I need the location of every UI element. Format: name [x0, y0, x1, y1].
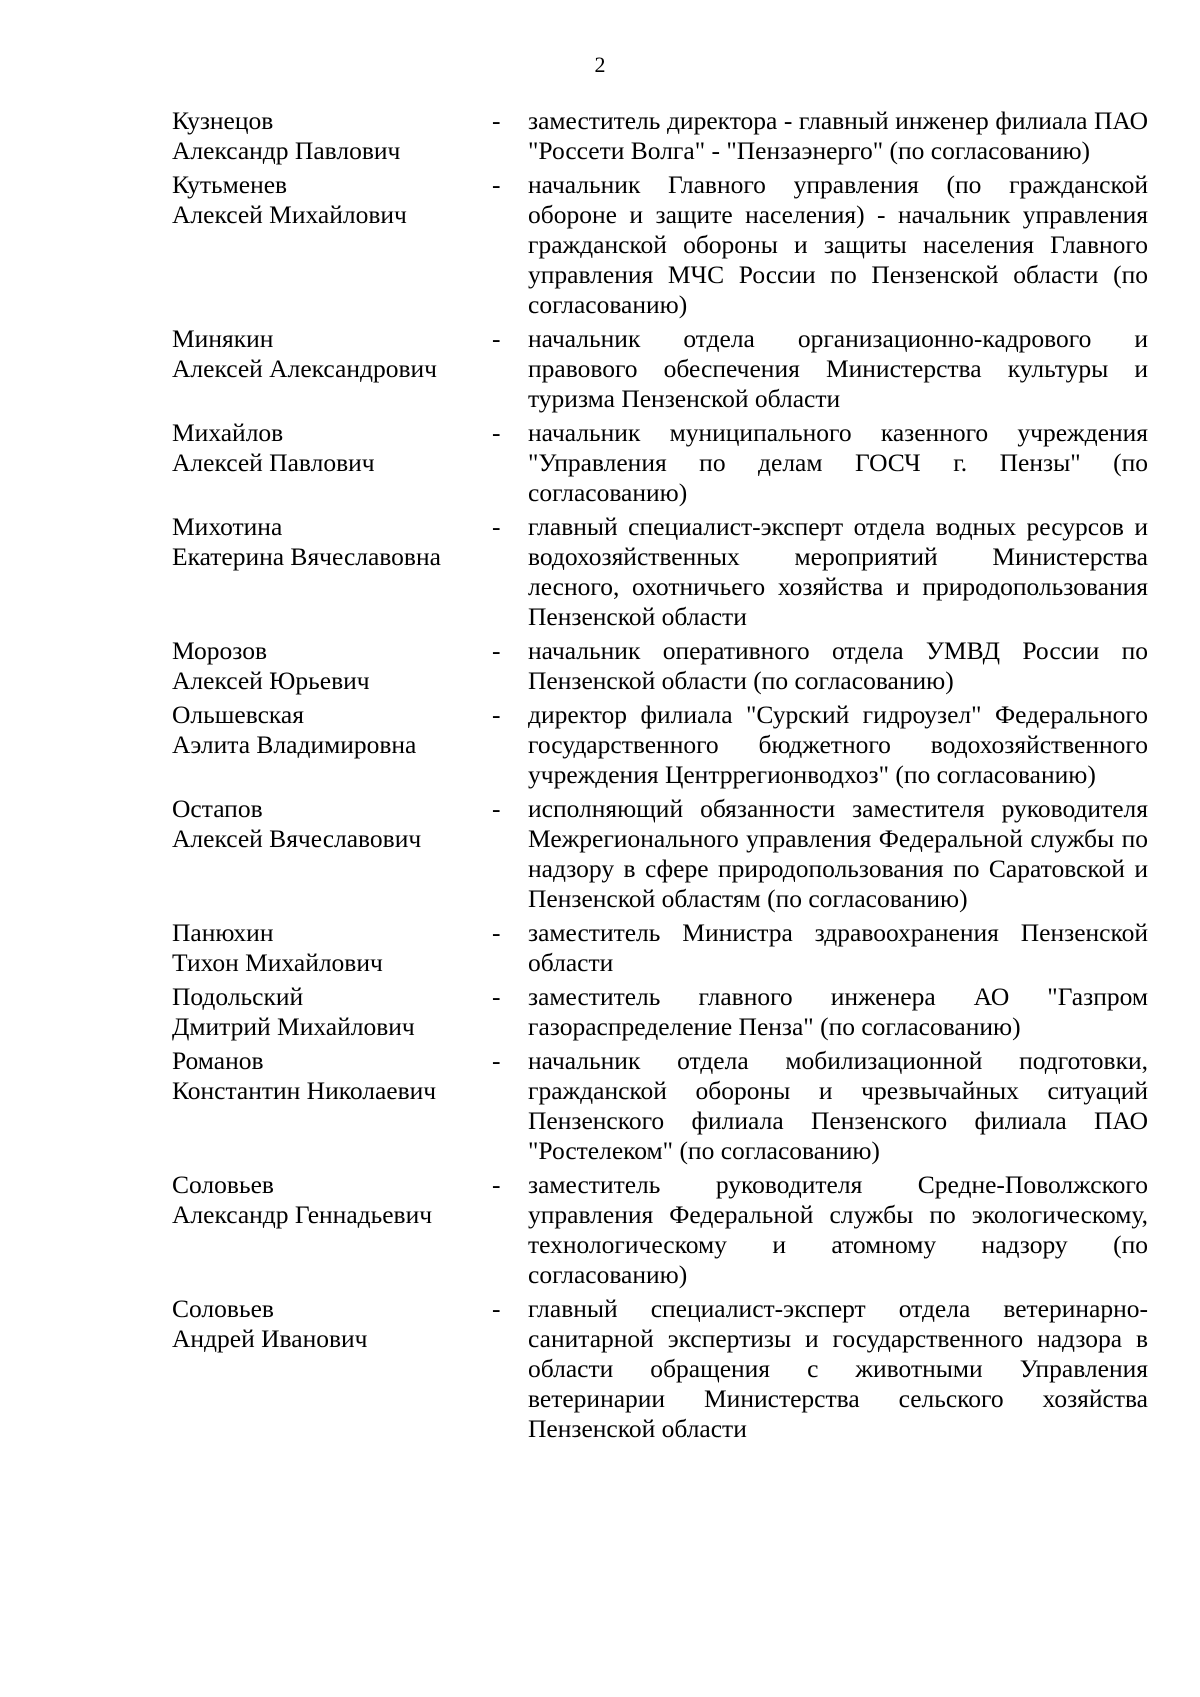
member-surname: Михотина — [172, 512, 283, 541]
member-row — [172, 700, 1148, 790]
member-name — [172, 1046, 492, 1106]
member-position: начальник Главного управления (по гражданской обороне и защите населения) - начальник управления гражданской обороны и защиты населения Главного управления МЧС России по Пензенской области (по согласованию) — [528, 170, 1148, 319]
dash-separator: - — [492, 418, 501, 447]
member-name — [172, 636, 492, 696]
member-surname: Минякин — [172, 324, 274, 353]
member-position: главный специалист-эксперт отдела ветеринарно-санитарной экспертизы и государственного надзора в области обращения с животными Управления ветеринарии Министерства сельского хозяйства Пензенской области — [528, 1294, 1148, 1443]
member-position: директор филиала "Сурский гидроузел" Федерального государственного бюджетного водохозяйственного учреждения Центррегионводхоз" (по согласованию) — [528, 700, 1148, 789]
member-surname: Кузнецов — [172, 106, 274, 135]
member-surname: Соловьев — [172, 1170, 274, 1199]
member-surname: Романов — [172, 1046, 264, 1075]
member-name — [172, 1170, 492, 1230]
dash-separator: - — [492, 918, 501, 947]
member-given-name: Дмитрий Михайлович — [172, 1012, 415, 1041]
member-given-name: Тихон Михайлович — [172, 948, 383, 977]
member-row — [172, 1170, 1148, 1290]
dash-separator: - — [492, 700, 501, 729]
member-name — [172, 918, 492, 978]
member-row — [172, 794, 1148, 914]
member-list — [172, 106, 1148, 1444]
member-position: заместитель руководителя Средне-Поволжского управления Федеральной службы по экологическому, технологическому и атомному надзору (по согласованию) — [528, 1170, 1148, 1289]
member-given-name: Алексей Александрович — [172, 354, 437, 383]
page-number: 2 — [594, 52, 606, 77]
dash-separator: - — [492, 512, 501, 541]
member-position: начальник отдела организационно-кадрового и правового обеспечения Министерства культуры и туризма Пензенской области — [528, 324, 1148, 413]
member-surname: Остапов — [172, 794, 263, 823]
member-position: заместитель главного инженера АО "Газпром газораспределение Пенза" (по согласованию) — [528, 982, 1148, 1041]
member-row — [172, 918, 1148, 978]
member-row — [172, 982, 1148, 1042]
member-name — [172, 700, 492, 760]
member-name — [172, 170, 492, 230]
member-given-name: Аэлита Владимировна — [172, 730, 417, 759]
dash-separator: - — [492, 982, 501, 1011]
member-name — [172, 324, 492, 384]
dash-separator: - — [492, 106, 501, 135]
member-surname: Ольшевская — [172, 700, 304, 729]
member-given-name: Екатерина Вячеславовна — [172, 542, 441, 571]
member-name — [172, 794, 492, 854]
dash-separator: - — [492, 794, 501, 823]
member-row — [172, 324, 1148, 414]
member-row — [172, 418, 1148, 508]
member-position: начальник муниципального казенного учреждения "Управления по делам ГОСЧ г. Пензы" (по согласованию) — [528, 418, 1148, 507]
member-surname: Соловьев — [172, 1294, 274, 1323]
member-name — [172, 982, 492, 1042]
member-name — [172, 512, 492, 572]
member-position: заместитель директора - главный инженер филиала ПАО "Россети Волга" - "Пензаэнерго" (по согласованию) — [528, 106, 1148, 165]
member-row — [172, 106, 1148, 166]
member-position: исполняющий обязанности заместителя руководителя Межрегионального управления Федеральной службы по надзору в сфере природопользования по Саратовской и Пензенской областям (по согласованию) — [528, 794, 1148, 913]
member-surname: Михайлов — [172, 418, 284, 447]
dash-separator: - — [492, 1046, 501, 1075]
member-given-name: Алексей Павлович — [172, 448, 375, 477]
member-position: начальник оперативного отдела УМВД России по Пензенской области (по согласованию) — [528, 636, 1148, 695]
member-given-name: Алексей Михайлович — [172, 200, 407, 229]
member-row — [172, 1046, 1148, 1166]
member-row — [172, 636, 1148, 696]
member-name — [172, 106, 492, 166]
member-row — [172, 170, 1148, 320]
member-surname: Панюхин — [172, 918, 274, 947]
member-given-name: Андрей Иванович — [172, 1324, 368, 1353]
member-surname: Кутьменев — [172, 170, 288, 199]
member-given-name: Константин Николаевич — [172, 1076, 437, 1105]
member-surname: Морозов — [172, 636, 268, 665]
member-position: начальник отдела мобилизационной подготовки, гражданской обороны и чрезвычайных ситуаций Пензенского филиала Пензенского филиала ПАО "Ростелеком" (по согласованию) — [528, 1046, 1148, 1165]
member-position: заместитель Министра здравоохранения Пензенской области — [528, 918, 1148, 977]
member-row — [172, 512, 1148, 632]
member-surname: Подольский — [172, 982, 304, 1011]
dash-separator: - — [492, 324, 501, 353]
dash-separator: - — [492, 1170, 501, 1199]
member-given-name: Алексей Юрьевич — [172, 666, 370, 695]
dash-separator: - — [492, 636, 501, 665]
member-name — [172, 418, 492, 478]
member-position: главный специалист-эксперт отдела водных ресурсов и водохозяйственных мероприятий Министерства лесного, охотничьего хозяйства и природопользования Пензенской области — [528, 512, 1148, 631]
member-given-name: Александр Геннадьевич — [172, 1200, 433, 1229]
dash-separator: - — [492, 1294, 501, 1323]
member-given-name: Александр Павлович — [172, 136, 401, 165]
member-name — [172, 1294, 492, 1354]
member-row — [172, 1294, 1148, 1444]
member-given-name: Алексей Вячеславович — [172, 824, 422, 853]
dash-separator: - — [492, 170, 501, 199]
